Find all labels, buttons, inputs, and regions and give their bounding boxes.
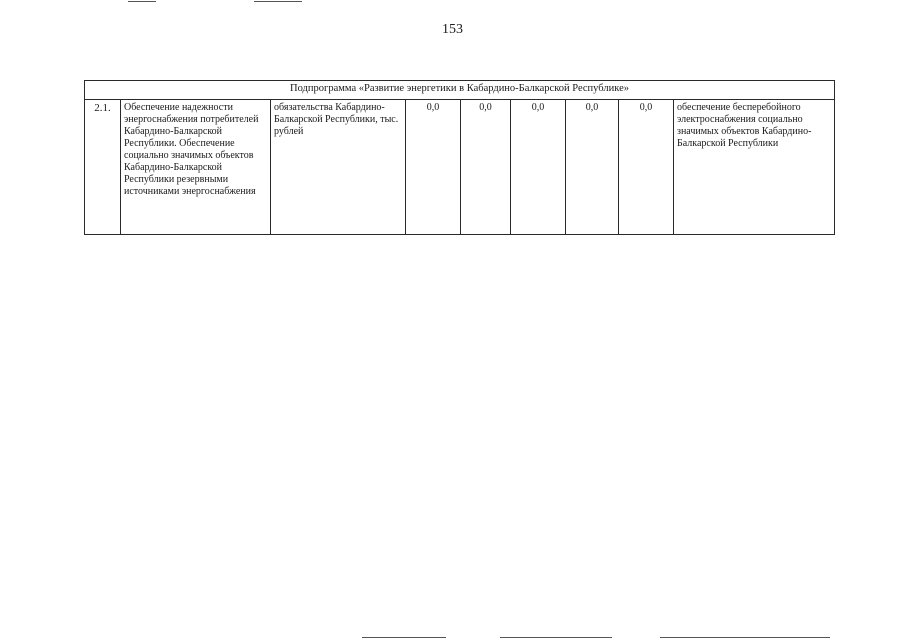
measure-name: Обеспечение надежности энергоснабжения потребителей Кабардино-Балкарской Республики. Обеспечение социально значимых объектов Кабардино-Балкарской Республики резервными источниками энергоснабжения [121, 100, 271, 235]
scan-mark-bottom-2 [500, 637, 612, 638]
value-cell-4: 0,0 [566, 100, 619, 235]
scan-mark-bottom-1 [362, 637, 446, 638]
scan-mark-bottom-3 [660, 637, 830, 638]
row-index: 2.1. [85, 100, 121, 235]
table-row [85, 100, 835, 235]
program-table [84, 80, 835, 235]
value-cell-3: 0,0 [511, 100, 566, 235]
scan-mark-top-1 [128, 1, 156, 2]
subprogram-header-row [85, 81, 835, 100]
value-cell-2: 0,0 [461, 100, 511, 235]
subprogram-title: Подпрограмма «Развитие энергетики в Кабардино-Балкарской Республике» [85, 81, 835, 100]
scan-mark-top-2 [254, 1, 302, 2]
funding-source: обязательства Кабардино-Балкарской Республики, тыс. рублей [271, 100, 406, 235]
expected-result: обеспечение бесперебойного электроснабжения социально значимых объектов Кабардино-Балкарской Республики [674, 100, 835, 235]
page-number: 153 [442, 22, 463, 37]
value-cell-1: 0,0 [406, 100, 461, 235]
value-cell-5: 0,0 [619, 100, 674, 235]
